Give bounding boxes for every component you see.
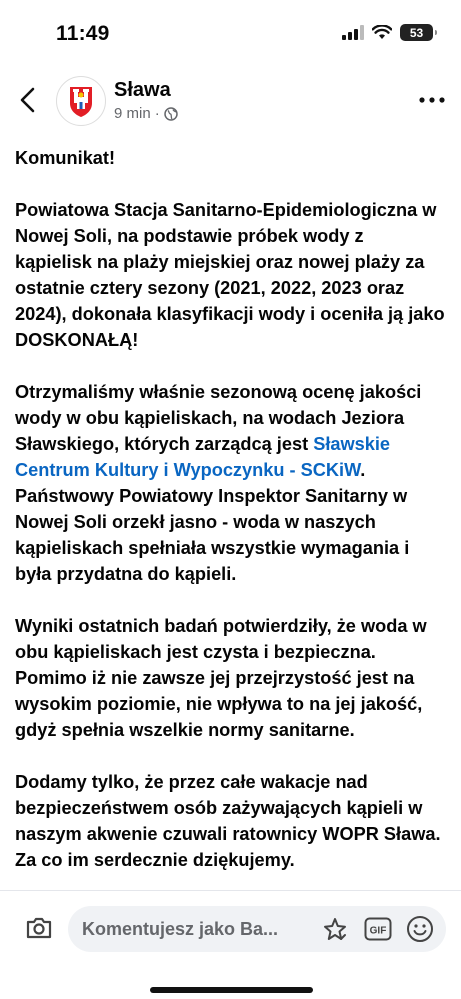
status-bar — [0, 0, 461, 66]
status-icons — [342, 24, 433, 41]
sckiw-link[interactable]: Sławskie Centrum Kultury i Wypoczynku - SCKiW — [15, 434, 391, 480]
comment-bar — [0, 890, 461, 999]
home-indicator — [150, 987, 313, 993]
post-paragraph-4: Dodamy tylko, że przez całe wakacje nad bezpieczeństwem osób zażywających kąpieli w naszym akwenie czuwali ratownicy WOPR Sława. Za co im serdecznie dziękujemy. — [15, 772, 441, 870]
camera-icon[interactable] — [24, 913, 54, 943]
back-chevron-icon[interactable] — [14, 84, 42, 116]
page-name[interactable]: Sława — [114, 79, 171, 101]
gif-icon[interactable] — [364, 917, 392, 941]
comment-input[interactable] — [68, 906, 446, 952]
more-options-icon[interactable] — [417, 90, 447, 110]
comment-placeholder: Komentujesz jako Ba... — [82, 919, 279, 939]
signal-icon — [342, 25, 364, 40]
post-title: Komunikat! — [15, 148, 116, 168]
page-avatar[interactable] — [56, 76, 106, 126]
meta-separator: · — [154, 105, 160, 122]
paragraph-2-start: Otrzymaliśmy właśnie sezonową ocenę jakości wody w obu kąpieliskach, na wodach Jeziora Sławskiego, których zarządcą jest — [15, 382, 422, 454]
globe-icon — [164, 107, 178, 121]
paragraph-2-end: . Państwowy Powiatowy Inspektor Sanitarny w Nowej Soli orzekł jasno - woda w naszych kąpieliskach spełniała wszystkie wymagania i była przydatna do kąpieli. — [15, 460, 410, 584]
post-body — [15, 145, 445, 951]
post-meta — [114, 105, 178, 122]
battery-icon — [400, 24, 433, 41]
status-time: 11:49 — [56, 22, 110, 45]
post-time: 9 min — [114, 105, 151, 122]
svg-text:GIF: GIF — [369, 925, 387, 937]
wifi-icon — [372, 25, 392, 40]
post-paragraph-3: Wyniki ostatnich badań potwierdziły, że woda w obu kąpieliskach jest czysta i bezpieczna. Pomimo iż nie zawsze jej przejrzystość jest na wysokim poziomie, nie wpływa to na jej jakość, gdyż spełnia wszelkie normy sanitarne. — [15, 616, 427, 740]
emoji-icon[interactable] — [406, 915, 434, 943]
post-header — [0, 72, 461, 132]
post-paragraph-2 — [15, 379, 445, 587]
coat-of-arms-icon — [57, 77, 105, 125]
post-paragraph-1: Powiatowa Stacja Sanitarno-Epidemiologiczna w Nowej Soli, na podstawie próbek wody z kąpielisk na plaży miejskiej oraz nowej plaży za ostatnie cztery sezony (2021, 2022, 2023 oraz 2024), dokonała klasyfikacji wody i oceniła ją jako DOSKONAŁĄ! — [15, 200, 445, 350]
battery-level: 53 — [409, 25, 424, 40]
sticker-icon[interactable] — [320, 915, 350, 945]
